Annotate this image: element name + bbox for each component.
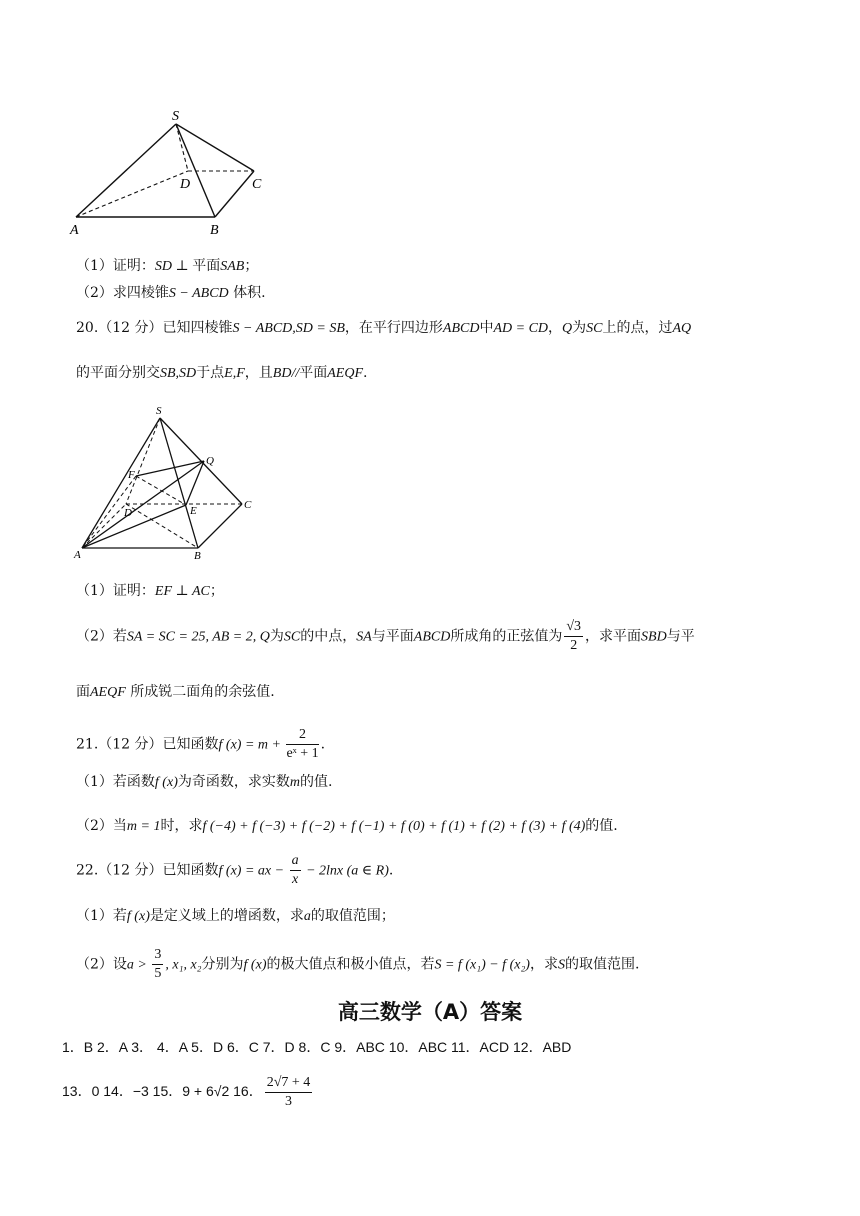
sqrt3-over-2-fraction: $\frac{√3}{2}$ (566, 619, 582, 653)
q20-stem-line2: 的平面分别交SB,SD于点E,F，且BD//平面AEQF. (76, 365, 368, 381)
q20-part2-line1: （2）若SA = SC = 25, AB = 2, Q为SC的中点，SA与平面ABCD所成角的正弦值为 $\frac{√3}{2}$ ，求平面SBD与平 (76, 619, 695, 653)
pyramid-figure-2 (66, 404, 266, 564)
q22-part2: （2）设a > $\frac{3}{5}$ , x₁, x₂分别为f (x)的极大值点和极小值点，若S = f (x₁) − f (x₂)，求S的取值范围. (76, 947, 640, 981)
q21-part1: （1）若函数f (x)为奇函数，求实数m的值. (76, 774, 333, 790)
q20-stem-line1: 20.（12 分）已知四棱锥S − ABCD,SD = SB，在平行四边形ABCD中AD = CD，Q为SC上的点，过AQ (76, 320, 692, 336)
label-d: D (124, 507, 132, 519)
q19-part1: （1）证明：SD ⊥ 平面SAB； (76, 258, 259, 274)
label-e: E (190, 505, 197, 517)
answers-row-2: 13．0 14．−3 15．9 + 6√2 16． $\frac{2√7 + 4}{3}$ (62, 1075, 311, 1109)
label-c: C (244, 499, 252, 511)
label-b: B (194, 550, 201, 562)
answer-16-fraction: $\frac{2√7 + 4}{3}$ (266, 1075, 311, 1109)
q21-fraction: $\frac{2}{\text{eˣ + 1}}$ (286, 727, 319, 761)
q22-fraction: $\frac{a}{x}$ (291, 853, 299, 887)
q21-stem: 21.（12 分）已知函数f (x) = m + $\frac{2}{\text{eˣ + 1}}$ . (76, 727, 326, 761)
three-fifths-fraction: $\frac{3}{5}$ (154, 947, 162, 981)
q22-part1: （1）若f (x)是定义域上的增函数，求a的取值范围； (76, 908, 395, 924)
answers-title: 高三数学（A）答案 (337, 1000, 523, 1024)
label-s: S (156, 405, 162, 417)
q20-part2-line2: 面AEQF 所成锐二面角的余弦值. (76, 684, 275, 700)
q19-part2: （2）求四棱锥S − ABCD 体积. (76, 285, 266, 301)
q22-stem: 22.（12 分）已知函数f (x) = ax − $\frac{a}{x}$ − 2lnx (a ∈ R). (76, 853, 394, 887)
label-b: B (210, 223, 219, 238)
label-c: C (252, 177, 262, 192)
q20-part1: （1）证明：EF ⊥ AC； (76, 583, 224, 599)
pyramid-figure-1 (66, 104, 286, 244)
label-a: A (70, 223, 79, 238)
label-a: A (74, 549, 81, 561)
label-q: Q (206, 455, 214, 467)
label-d: D (180, 177, 191, 192)
label-f: F (128, 469, 135, 481)
answers-row-1: 1．B 2．A 3． 4．A 5．D 6．C 7．D 8．C 9．ABC 10．ABC 11．ACD 12．ABD (62, 1039, 572, 1055)
q21-part2: （2）当m = 1时，求f (−4) + f (−3) + f (−2) + f (−1) + f (0) + f (1) + f (2) + f (3) + f (4)的值. (76, 818, 618, 834)
label-s: S (172, 109, 179, 124)
